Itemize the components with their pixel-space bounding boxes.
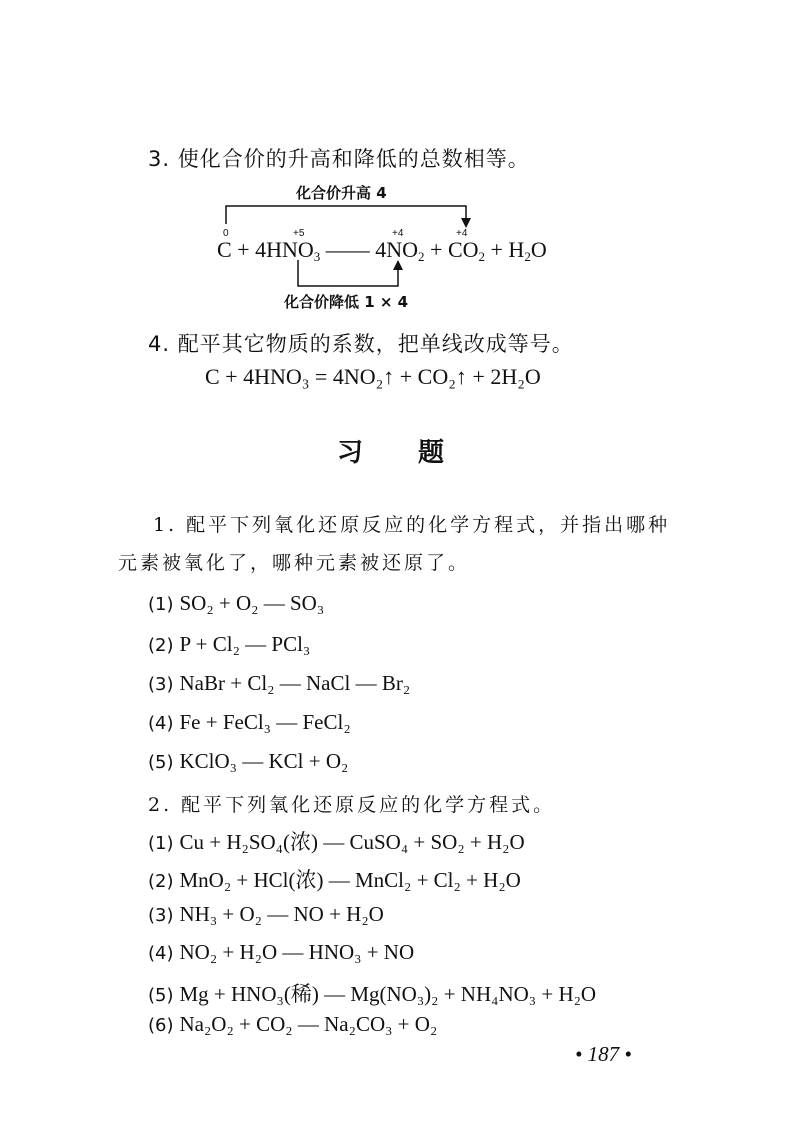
exercise-1-prompt-line2: 元素被氧化了，哪种元素被还原了。 bbox=[118, 552, 471, 574]
exercise-1-prompt-line1: 1. 配平下列氧化还原反应的化学方程式，并指出哪种 bbox=[153, 514, 671, 536]
list-item: (5) Mg + HNO₃(稀) — Mg(NO₃)₂ + NH₄NO₃ + H₂O bbox=[148, 982, 597, 1006]
diagram-equation: $C + 4HNO_3$ —— $4NO_2 + CO_2 + H_2O$ bbox=[217, 237, 547, 264]
ox-state-c-right: +4 bbox=[456, 228, 468, 239]
section-title-left: 习 bbox=[337, 438, 364, 468]
list-item: (2) MnO₂ + HCl(浓) — MnCl₂ + Cl₂ + H₂O bbox=[148, 868, 521, 892]
step-4-text: 4. 配平其它物质的系数，把单线改成等号。 bbox=[148, 332, 574, 356]
ox-state-c-left: 0 bbox=[223, 228, 229, 239]
list-item: (3) NaBr + Cl₂ — NaCl — Br₂ bbox=[148, 671, 411, 695]
list-item: (2) P + Cl₂ — PCl₃ bbox=[148, 632, 311, 656]
ox-state-n-left: +5 bbox=[293, 228, 305, 239]
list-item: (1) Cu + H₂SO₄(浓) — CuSO₄ + SO₂ + H₂O bbox=[148, 830, 525, 854]
list-item: (6) Na₂O₂ + CO₂ — Na₂CO₃ + O₂ bbox=[148, 1012, 438, 1036]
exercise-2-prompt: 2. 配平下列氧化还原反应的化学方程式。 bbox=[148, 794, 556, 816]
list-item: (1) SO₂ + O₂ — SO₃ bbox=[148, 591, 325, 615]
list-item: (5) KClO₃ — KCl + O₂ bbox=[148, 749, 349, 773]
list-item: (3) NH₃ + O₂ — NO + H₂O bbox=[148, 902, 384, 926]
balanced-equation: C + 4HNO₃ = 4NO₂↑ + CO₂↑ + 2H₂O bbox=[205, 364, 541, 389]
section-title-right: 题 bbox=[418, 438, 445, 468]
step-3-text: 3. 使化合价的升高和降低的总数相等。 bbox=[148, 147, 530, 171]
page-number: • 187 • bbox=[575, 1042, 632, 1066]
arrow-down-icon bbox=[461, 218, 471, 228]
list-item: (4) Fe + FeCl₃ — FeCl₂ bbox=[148, 710, 351, 734]
list-item: (4) NO₂ + H₂O — HNO₃ + NO bbox=[148, 940, 415, 964]
ox-state-n-right: +4 bbox=[392, 228, 404, 239]
decrease-label: 化合价降低 1 × 4 bbox=[284, 293, 409, 311]
increase-label: 化合价升高 4 bbox=[296, 184, 387, 202]
